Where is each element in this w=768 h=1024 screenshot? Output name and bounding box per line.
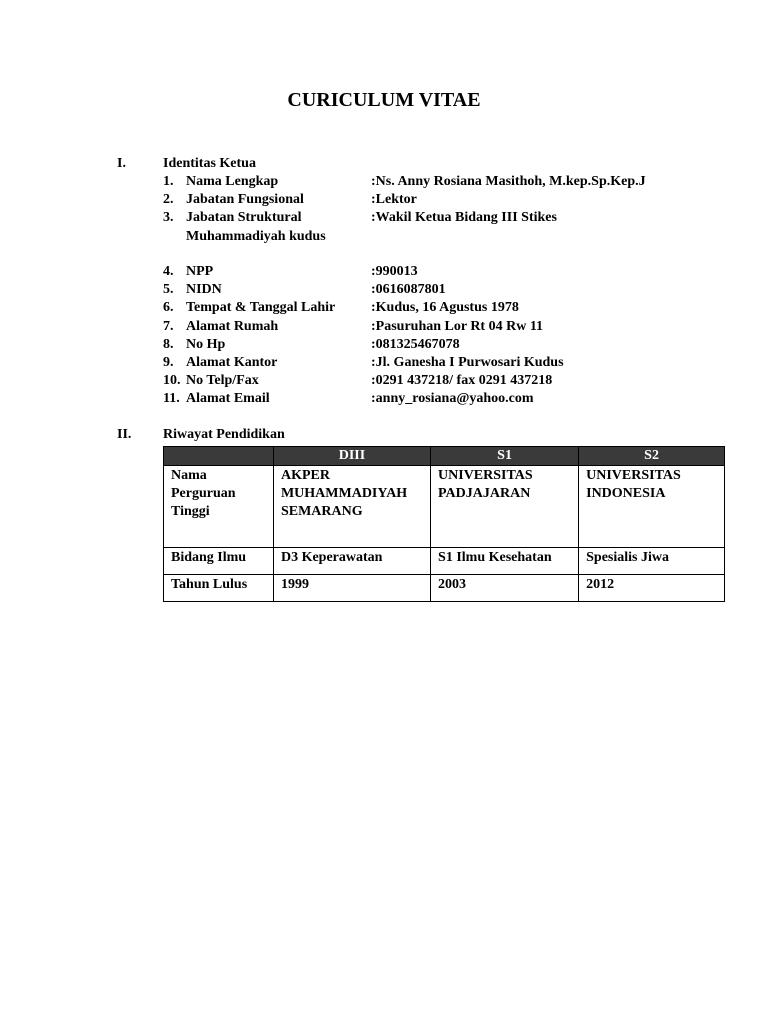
header-cell-s1: S1 [431, 447, 579, 466]
item-label: NIDN [186, 282, 222, 297]
item-number: 5. [163, 282, 174, 297]
item-number: 11. [163, 391, 180, 406]
item-number: 9. [163, 355, 174, 370]
table-row [164, 466, 725, 548]
item-value: :Pasuruhan Lor Rt 04 Rw 11 [371, 319, 544, 334]
item-value: :Ns. Anny Rosiana Masithoh, M.kep.Sp.Kep.J [371, 174, 646, 189]
table-cell: UNIVERSITAS INDONESIA [579, 466, 725, 548]
item-number: 10. [163, 373, 181, 388]
item-label: Alamat Rumah [186, 319, 279, 334]
item-label: Jabatan Struktural [186, 210, 302, 225]
item-value: :081325467078 [371, 337, 460, 352]
item-number: 2. [163, 192, 174, 207]
item-value: :0291 437218/ fax 0291 437218 [371, 373, 553, 388]
table-header-row [164, 447, 725, 466]
item-label: NPP [186, 264, 214, 279]
item-value: :anny_rosiana@yahoo.com [371, 391, 534, 406]
table-cell: UNIVERSITAS PADJAJARAN [431, 466, 579, 548]
table-cell: AKPER MUHAMMADIYAH SEMARANG [273, 466, 430, 548]
table-row [164, 548, 725, 575]
item-label-continued: Muhammadiyah kudus [186, 229, 326, 244]
header-cell-diii: DIII [273, 447, 430, 466]
table-row [164, 575, 725, 602]
item-value: :Lektor [371, 192, 417, 207]
item-number: 8. [163, 337, 174, 352]
section-1-heading: Identitas Ketua [163, 156, 256, 171]
item-label: No Hp [186, 337, 226, 352]
document-title: CURICULUM VITAE [287, 89, 481, 111]
section-2-heading: Riwayat Pendidikan [163, 427, 285, 442]
row-label-bidang-ilmu: Bidang Ilmu [164, 548, 274, 575]
item-value: :Wakil Ketua Bidang III Stikes [371, 210, 557, 225]
education-table [163, 446, 725, 602]
row-label-tahun-lulus: Tahun Lulus [164, 575, 274, 602]
item-value: :Kudus, 16 Agustus 1978 [371, 300, 519, 315]
header-cell-empty [164, 447, 274, 466]
table-cell: 1999 [273, 575, 430, 602]
header-cell-s2: S2 [579, 447, 725, 466]
item-number: 4. [163, 264, 174, 279]
item-number: 3. [163, 210, 174, 225]
item-number: 1. [163, 174, 174, 189]
item-label: Nama Lengkap [186, 174, 279, 189]
item-value: :990013 [371, 264, 418, 279]
table-cell: Spesialis Jiwa [579, 548, 725, 575]
table-cell: 2003 [431, 575, 579, 602]
item-value: :Jl. Ganesha I Purwosari Kudus [371, 355, 564, 370]
item-number: 7. [163, 319, 174, 334]
item-label: Alamat Kantor [186, 355, 278, 370]
section-1-number: I. [117, 156, 126, 171]
item-label: Jabatan Fungsional [186, 192, 304, 207]
item-label: Tempat & Tanggal Lahir [186, 300, 336, 315]
table-cell: S1 Ilmu Kesehatan [431, 548, 579, 575]
row-label-perguruan-tinggi: Nama Perguruan Tinggi [164, 466, 274, 548]
item-number: 6. [163, 300, 174, 315]
item-label: No Telp/Fax [186, 373, 259, 388]
table-cell: D3 Keperawatan [273, 548, 430, 575]
section-2-number: II. [117, 427, 132, 442]
table-cell: 2012 [579, 575, 725, 602]
item-label: Alamat Email [186, 391, 270, 406]
item-value: :0616087801 [371, 282, 446, 297]
